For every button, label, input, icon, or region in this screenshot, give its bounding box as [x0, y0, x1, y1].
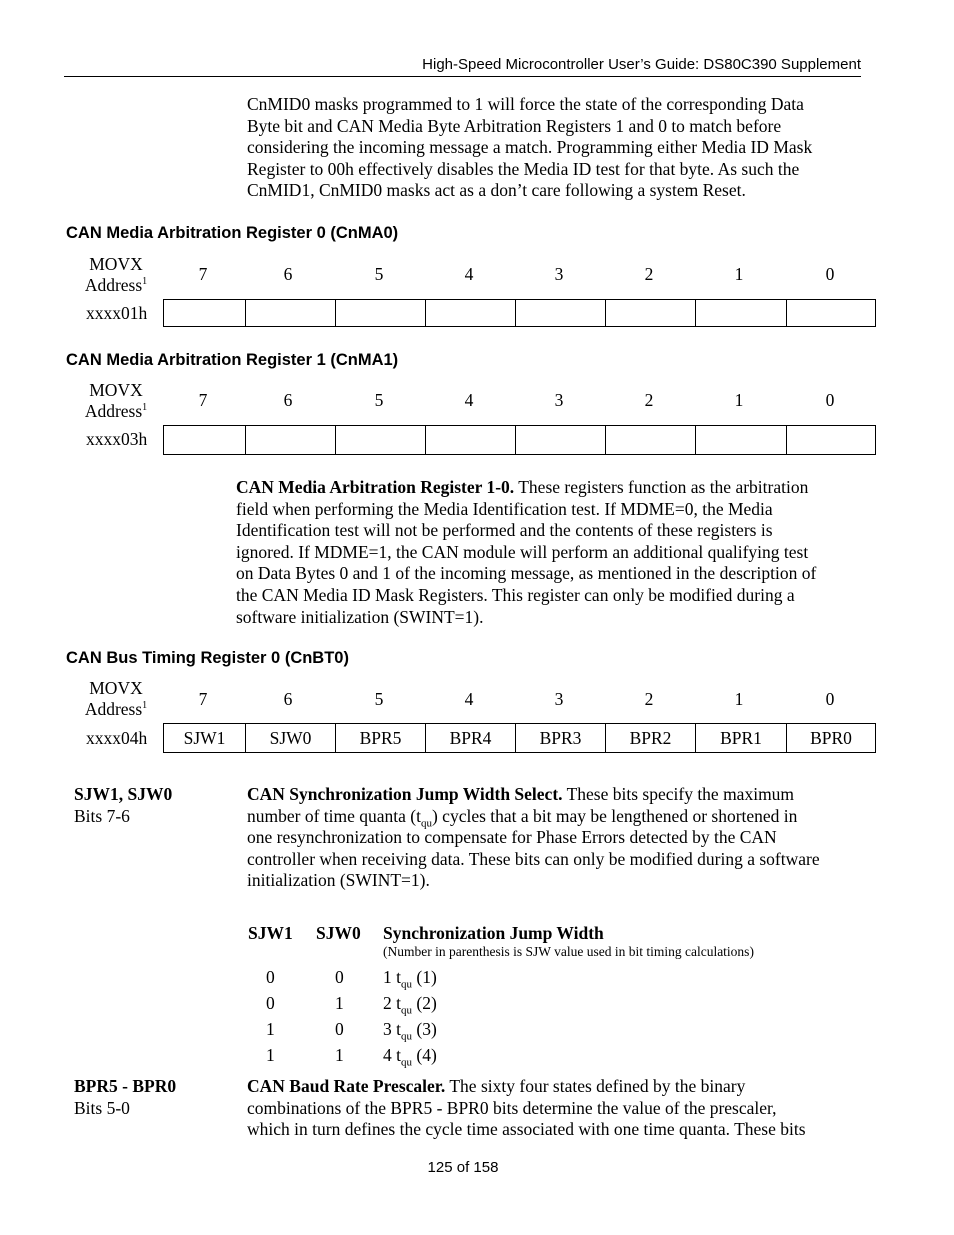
bit-cell: SJW1 [183, 727, 226, 748]
table-cell [383, 993, 437, 1017]
bit-cell [164, 426, 245, 454]
intro-paragraph [247, 94, 887, 202]
text-line [247, 1076, 887, 1098]
bit-cell: BPR3 [515, 724, 605, 752]
bit-cell [605, 300, 695, 326]
text-line: on Data Bytes 0 and 1 of the incoming message, as mentioned in the description of [236, 563, 817, 584]
table-cell: 1 [266, 1019, 275, 1039]
text-line [236, 477, 896, 499]
text-line: one resynchronization to compensate for Phase Errors detected by the CAN [247, 827, 777, 848]
footnote-marker: 1 [142, 276, 148, 288]
table-cell: 0 [335, 967, 344, 987]
address-text [66, 699, 166, 720]
text-span: (4) [412, 1045, 437, 1065]
page-number: 125 of 158 [427, 1159, 499, 1176]
field-bits: Bits 5-0 [74, 1097, 130, 1118]
text-line: initialization (SWINT=1). [247, 870, 430, 891]
movx-address-label [66, 380, 166, 422]
register-bit-row [163, 723, 876, 753]
table-header: Synchronization Jump Width [383, 923, 604, 943]
subscript: qu [420, 817, 432, 830]
bit-number: 7 [198, 264, 208, 284]
footnote-marker: 1 [142, 700, 148, 712]
register-bit-row [163, 425, 876, 455]
bit-number: 1 [734, 689, 744, 709]
bit-cell [695, 426, 786, 454]
text-span: 4 t [383, 1045, 401, 1065]
field-name: SJW1, SJW0 [74, 784, 173, 804]
description-title: CAN Synchronization Jump Width Select. [247, 784, 563, 804]
table-cell: 0 [266, 967, 275, 987]
bit-cell: SJW0 [245, 724, 335, 752]
bit-number: 6 [283, 264, 293, 284]
text-span: number of time quanta (t [247, 805, 421, 826]
bit-cell [515, 300, 605, 326]
bpr-description [247, 1076, 887, 1141]
text-span: These bits specify the maximum [562, 784, 795, 804]
text-span: 3 t [383, 1019, 401, 1039]
cnma-description [236, 477, 896, 628]
text-span: ) cycles that a bit may be lengthened or shortened in [431, 805, 798, 826]
subscript: qu [401, 978, 412, 991]
bit-cell: BPR5 [335, 724, 425, 752]
bit-number: 4 [464, 689, 474, 709]
field-bits: Bits 7-6 [74, 805, 130, 826]
sjw-field-label [74, 784, 172, 827]
bit-number: 2 [644, 689, 654, 709]
bit-number: 1 [734, 390, 744, 410]
bpr-field-label [74, 1076, 176, 1119]
bit-cell [425, 426, 515, 454]
movx-text: MOVX [89, 254, 143, 274]
bit-cell [164, 300, 245, 326]
bit-cell: BPR2 [605, 724, 695, 752]
subscript: qu [401, 1030, 412, 1043]
bit-number: 5 [374, 390, 384, 410]
table-cell [383, 967, 437, 991]
text-line: software initialization (SWINT=1). [236, 606, 484, 627]
text-span: The sixty four states defined by the binary [445, 1076, 746, 1096]
bit-cell [605, 426, 695, 454]
bit-cell [245, 426, 335, 454]
text-line: controller when receiving data. These bits can only be modified during a software [247, 848, 820, 869]
table-note: (Number in parenthesis is SJW value used in bit timing calculations) [383, 944, 754, 959]
bit-cell [335, 300, 425, 326]
text-line: field when performing the Media Identification test. If MDME=0, the Media [236, 498, 773, 519]
bit-number: 5 [374, 689, 384, 709]
bit-cell [245, 300, 335, 326]
text-span: 2 t [383, 993, 401, 1013]
bit-number: 5 [374, 264, 384, 284]
bit-number: 6 [283, 689, 293, 709]
cnbt0-heading: CAN Bus Timing Register 0 (CnBT0) [66, 649, 349, 667]
register-address: xxxx04h [86, 728, 148, 748]
page-header: High-Speed Microcontroller User’s Guide: DS80C390 Supplement [422, 56, 861, 73]
bit-number: 2 [644, 264, 654, 284]
movx-text: MOVX [89, 380, 143, 400]
table-cell: 1 [266, 1045, 275, 1065]
bit-number: 4 [464, 390, 474, 410]
bit-cell: BPR1 [695, 724, 786, 752]
bit-number: 1 [734, 264, 744, 284]
bit-number: 0 [825, 689, 835, 709]
bit-number: 2 [644, 390, 654, 410]
bit-number: 6 [283, 390, 293, 410]
text-line: combinations of the BPR5 - BPR0 bits determine the value of the prescaler, [247, 1097, 777, 1118]
register-address: xxxx01h [86, 303, 148, 323]
text-span: 1 t [383, 967, 401, 987]
table-cell [383, 1045, 437, 1069]
text-line: Register to 00h effectively disables the Media ID test for that byte. As such the [247, 158, 800, 179]
bit-cell [786, 300, 875, 326]
text-span: (3) [412, 1019, 437, 1039]
table-header: SJW0 [316, 923, 361, 943]
movx-text: MOVX [89, 678, 143, 698]
table-cell [383, 1019, 437, 1043]
text-line: Identification test will not be performed and the contents of these registers is [236, 520, 773, 541]
bit-number: 3 [554, 689, 564, 709]
table-header: SJW1 [248, 923, 293, 943]
footnote-marker: 1 [142, 402, 148, 414]
bit-number: 4 [464, 264, 474, 284]
bit-number: 0 [825, 390, 835, 410]
bit-cell [425, 300, 515, 326]
address-text [66, 401, 166, 422]
sjw-description [247, 784, 887, 892]
table-cell: 1 [335, 1045, 344, 1065]
text-line: considering the incoming message a match. Programming either Media ID Mask [247, 137, 813, 158]
bit-cell: BPR0 [786, 724, 875, 752]
text-line: which in turn defines the cycle time associated with one time quanta. These bits [247, 1119, 806, 1140]
register-bit-row [163, 299, 876, 327]
bit-cell: BPR4 [425, 724, 515, 752]
text-line: the CAN Media ID Mask Registers. This register can only be modified during a [236, 584, 795, 605]
text-line [247, 806, 887, 828]
address-word: Address [84, 275, 143, 295]
subscript: qu [401, 1056, 412, 1069]
address-word: Address [84, 699, 143, 719]
subscript: qu [401, 1004, 412, 1017]
text-line: Byte bit and CAN Media Byte Arbitration Registers 1 and 0 to match before [247, 115, 782, 136]
address-word: Address [84, 401, 143, 421]
header-rule [64, 76, 861, 77]
description-title: CAN Baud Rate Prescaler. [247, 1076, 446, 1096]
text-line: CnMID0 masks programmed to 1 will force the state of the corresponding Data [247, 94, 804, 114]
text-span: (2) [412, 993, 437, 1013]
bit-number: 3 [554, 264, 564, 284]
bit-cell [515, 426, 605, 454]
field-name: BPR5 - BPR0 [74, 1076, 177, 1096]
description-title: CAN Media Arbitration Register 1-0. [236, 477, 515, 497]
cnma1-heading: CAN Media Arbitration Register 1 (CnMA1) [66, 351, 399, 369]
text-span: (1) [412, 967, 437, 987]
address-text [66, 275, 166, 296]
movx-address-label [66, 678, 166, 720]
bit-cell [786, 426, 875, 454]
bit-number: 7 [198, 390, 208, 410]
text-line [247, 784, 887, 806]
movx-address-label [66, 254, 166, 296]
bit-number: 0 [825, 264, 835, 284]
bit-cell [695, 300, 786, 326]
bit-number: 7 [198, 689, 208, 709]
bit-cell [335, 426, 425, 454]
bit-number: 3 [554, 390, 564, 410]
text-line: ignored. If MDME=1, the CAN module will perform an additional qualifying test [236, 541, 809, 562]
register-address: xxxx03h [86, 429, 148, 449]
text-line: CnMID1, CnMID0 masks act as a don’t care following a system Reset. [247, 180, 746, 201]
table-cell: 0 [335, 1019, 344, 1039]
table-cell: 1 [335, 993, 344, 1013]
table-cell: 0 [266, 993, 275, 1013]
text-span: These registers function as the arbitration [514, 477, 809, 497]
cnma0-heading: CAN Media Arbitration Register 0 (CnMA0) [66, 224, 399, 242]
